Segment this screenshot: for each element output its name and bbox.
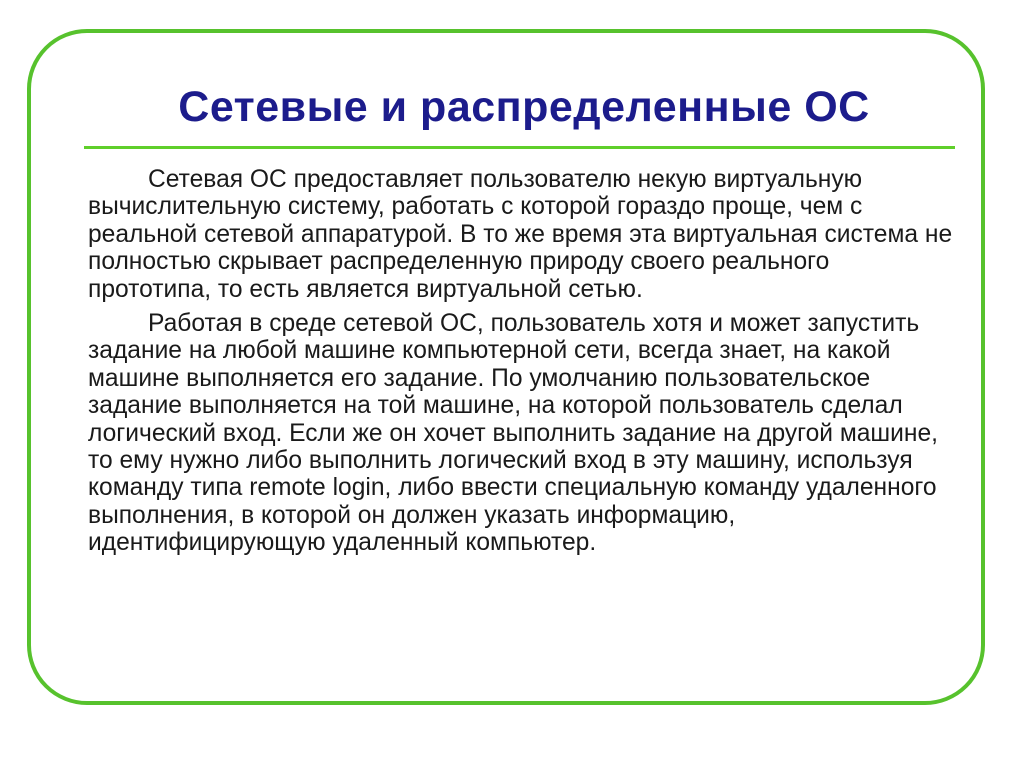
paragraph-network-os: Сетевая ОС предоставляет пользователю некую виртуальную вычислительную систему, работать с которой гораздо проще, чем с реальной сетевой аппаратурой. В то же время эта виртуальная система не полностью скрывает распределенную природу своего реального прототипа, то есть является виртуальной сетью.: [88, 166, 953, 303]
slide-title: Сетевые и распределенные ОС: [178, 83, 870, 131]
slide-body: [88, 166, 958, 564]
title-underline: [84, 146, 955, 149]
paragraph-remote-execution: Работая в среде сетевой ОС, пользователь хотя и может запустить задание на любой машине компьютерной сети, всегда знает, на какой машине выполняется его задание. По умолчанию пользовательское задание выполняется на той машине, на которой пользователь сделал логический вход. Если же он хочет выполнить задание на другой машине, то ему нужно либо выполнить логический вход в эту машину, используя команду типа remote login, либо ввести специальную команду удаленного выполнения, в которой он должен указать информацию, идентифицирующую удаленный компьютер.: [88, 310, 938, 557]
